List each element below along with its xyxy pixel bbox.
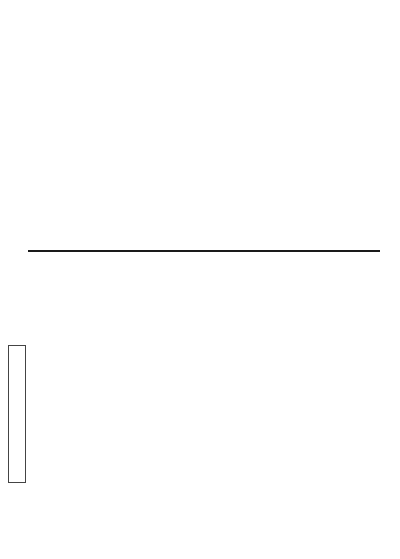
section-divider: [28, 250, 380, 252]
side-note-box: [8, 345, 26, 483]
bottom-text-column: [48, 262, 378, 502]
top-text-column: [48, 10, 378, 240]
